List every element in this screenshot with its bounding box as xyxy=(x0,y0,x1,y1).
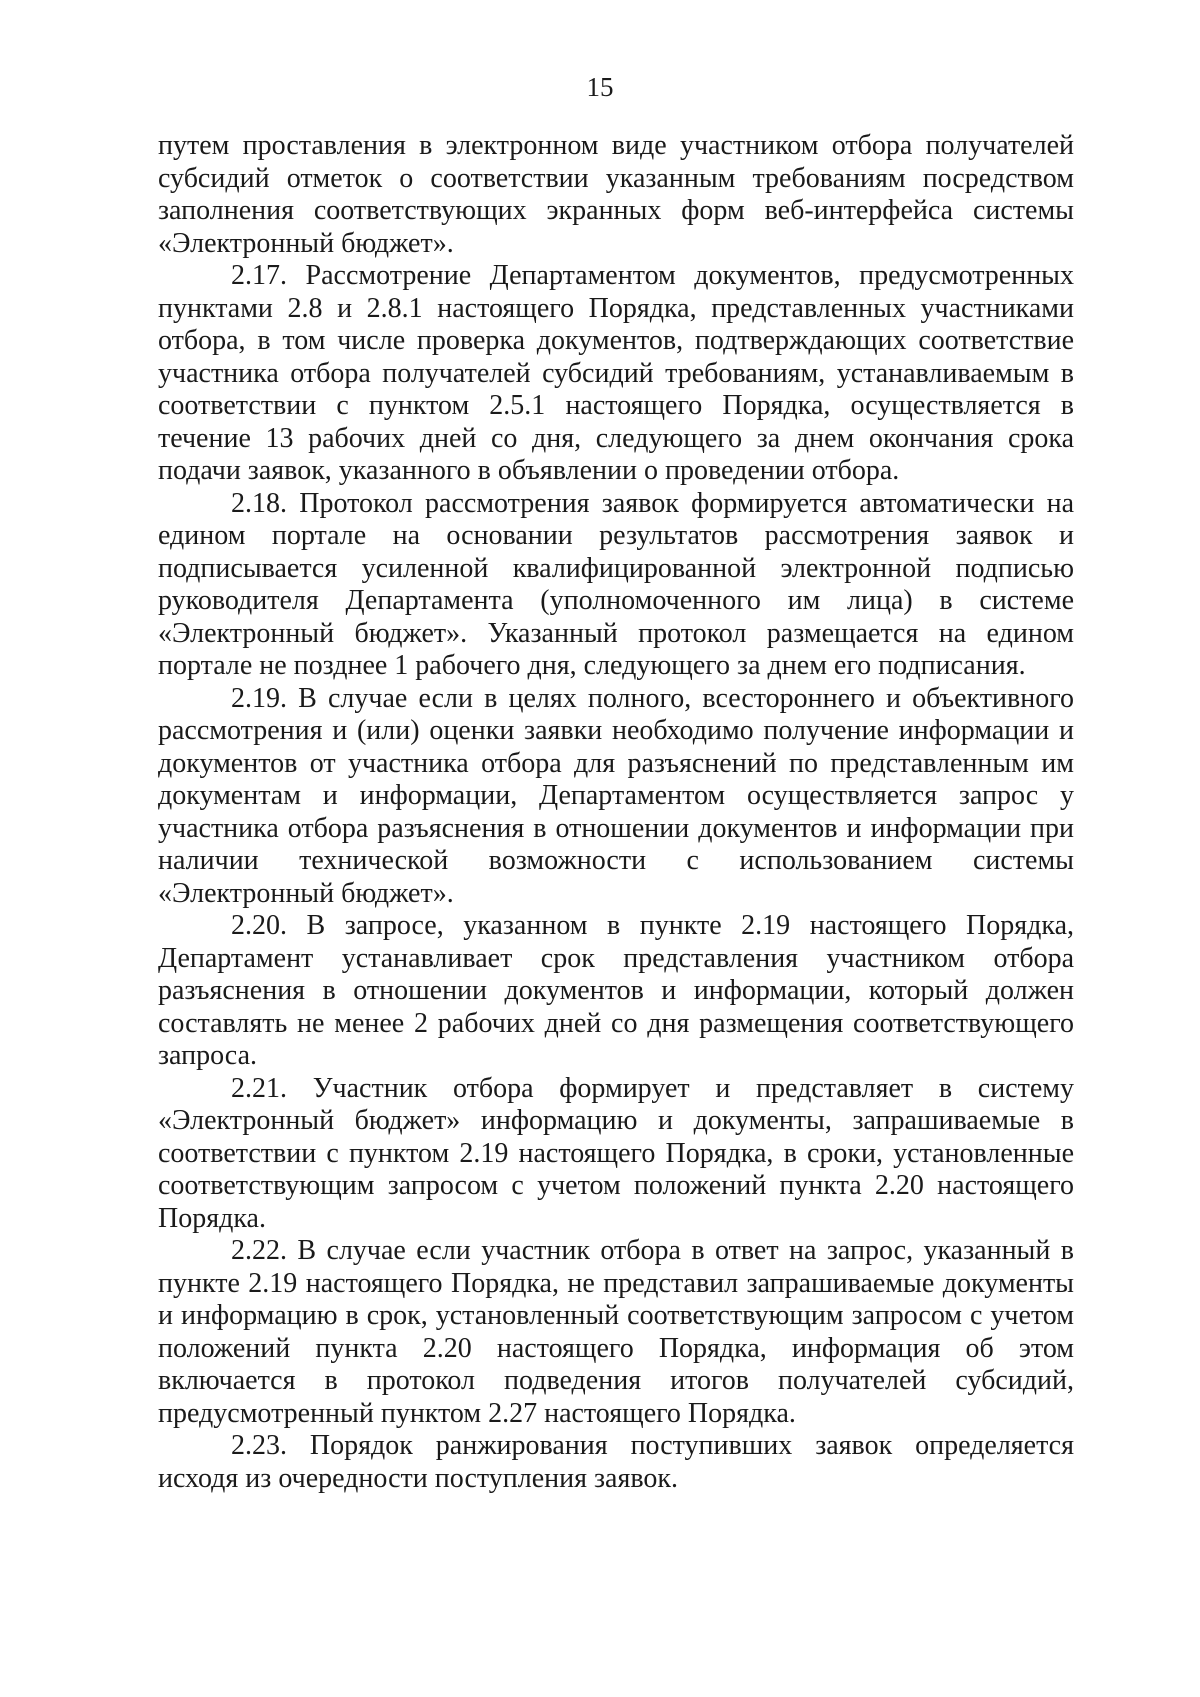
paragraph-2-22: 2.22. В случае если участник отбора в ответ на запрос, указанный в пункте 2.19 настоящего Порядка, не представил запрашиваемые документы и информацию в срок, установленный соответствующим запросом с учетом положений пункта 2.20 настоящего Порядка, информация об этом включается в протокол подведения итогов получателей субсидий, предусмотренный пунктом 2.27 настоящего Порядка. xyxy=(158,1235,1074,1429)
paragraph-2-23: 2.23. Порядок ранжирования поступивших заявок определяется исходя из очередности поступления заявок. xyxy=(158,1430,1074,1494)
page-number: 15 xyxy=(586,72,614,102)
paragraph-continuation: путем проставления в электронном виде участником отбора получателей субсидий отметок о соответствии указанным требованиям посредством заполнения соответствующих экранных форм веб-интерфейса системы «Электронный бюджет». xyxy=(158,130,1074,259)
paragraph-2-19: 2.19. В случае если в целях полного, всестороннего и объективного рассмотрения и (или) оценки заявки необходимо получение информации и документов от участника отбора для разъяснений по представленным им документам и информации, Департаментом осуществляется запрос у участника отбора разъяснения в отношении документов и информации при наличии технической возможности с использованием системы «Электронный бюджет». xyxy=(158,682,1074,909)
paragraph-2-20: 2.20. В запросе, указанном в пункте 2.19 настоящего Порядка, Департамент устанавливает срок представления участником отбора разъяснения в отношении документов и информации, который должен составлять не менее 2 рабочих дней со дня размещения соответствующего запроса. xyxy=(158,910,1074,1071)
document-body xyxy=(158,130,1074,1495)
paragraph-2-21: 2.21. Участник отбора формирует и представляет в систему «Электронный бюджет» информацию и документы, запрашиваемые в соответствии с пунктом 2.19 настоящего Порядка, в сроки, установленные соответствующим запросом с учетом положений пункта 2.20 настоящего Порядка. xyxy=(158,1072,1074,1234)
paragraph-2-17: 2.17. Рассмотрение Департаментом документов, предусмотренных пунктами 2.8 и 2.8.1 настоящего Порядка, представленных участниками отбора, в том числе проверка документов, подтверждающих соответствие участника отбора получателей субсидий требованиям, устанавливаемым в соответствии с пунктом 2.5.1 настоящего Порядка, осуществляется в течение 13 рабочих дней со дня, следующего за днем окончания срока подачи заявок, указанного в объявлении о проведении отбора. xyxy=(158,260,1074,486)
paragraph-2-18: 2.18. Протокол рассмотрения заявок формируется автоматически на едином портале на основании результатов рассмотрения заявок и подписывается усиленной квалифицированной электронной подписью руководителя Департамента (уполномоченного им лица) в системе «Электронный бюджет». Указанный протокол размещается на едином портале не позднее 1 рабочего дня, следующего за днем его подписания. xyxy=(158,487,1074,681)
